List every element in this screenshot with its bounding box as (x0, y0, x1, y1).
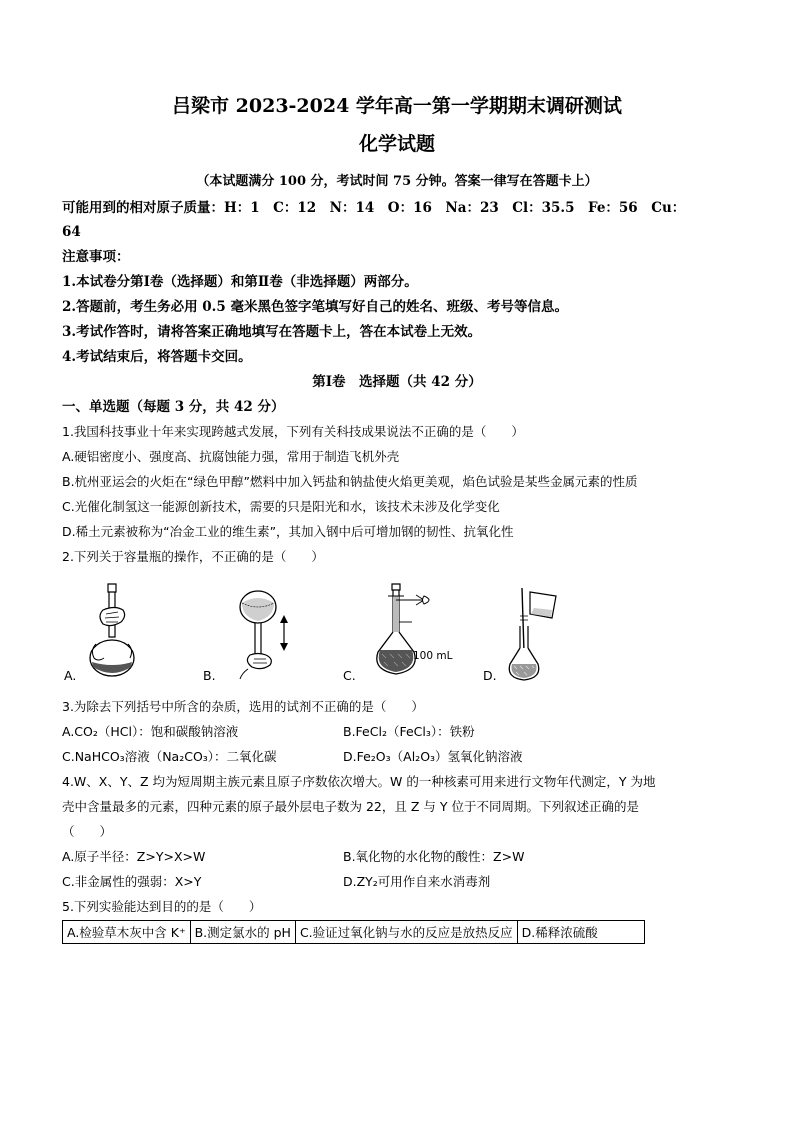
flask-mark-label: 100 mL (413, 650, 453, 662)
part-heading: 一、单选题（每题 3 分，共 42 分） (62, 399, 285, 415)
question-4-option-d: D.ZY₂可用作自来水消毒剂 (343, 874, 491, 889)
question-4-stem-line-3: （ ） (62, 824, 113, 839)
exam-note: （本试题满分 100 分，考试时间 75 分钟。答案一律写在答题卡上） (196, 174, 598, 189)
question-3-option-b: B.FeCl₂（FeCl₃）：铁粉 (343, 724, 475, 739)
question-5-table (62, 920, 645, 944)
question-5-cell-b: B.测定氯水的 pH (190, 921, 295, 944)
question-3-option-d: D.Fe₂O₃（Al₂O₃）氢氧化钠溶液 (343, 749, 523, 764)
notice-item: 4.考试结束后，将答题卡交回。 (62, 349, 252, 365)
question-5-cell-c: C.验证过氧化钠与水的反应是放热反应 (295, 921, 517, 944)
question-4-option-a: A.原子半径：Z>Y>X>W (62, 849, 206, 864)
atomic-mass-line-1: 可能用到的相对原子质量：H：1 C：12 N：14 O：16 Na：23 Cl：35.5 Fe：56 Cu： (62, 200, 686, 216)
figure-a-flask-inverting (78, 582, 148, 682)
figure-c-label: C. (343, 668, 356, 683)
question-1-option-a: A.硬铝密度小、强度高、抗腐蚀能力强，常用于制造飞机外壳 (62, 449, 400, 464)
question-5-cell-a: A.检验草木灰中含 K⁺ (63, 921, 191, 944)
figure-b-label: B. (203, 668, 216, 683)
figure-c-flask-reading (368, 582, 478, 682)
figure-d-flask-pouring (508, 586, 578, 682)
section-heading: 第Ⅰ卷 选择题（共 42 分） (312, 374, 482, 390)
question-2-stem: 2.下列关于容量瓶的操作，不正确的是（ ） (62, 549, 324, 564)
exam-subtitle: 化学试题 (358, 133, 435, 155)
question-4-option-b: B.氧化物的水化物的酸性：Z>W (343, 849, 525, 864)
question-4-option-c: C.非金属性的强弱：X>Y (62, 874, 202, 889)
question-1-option-d: D.稀土元素被称为“冶金工业的维生素”，其加入钢中后可增加钢的韧性、抗氧化性 (62, 524, 514, 539)
notice-item: 2.答题前，考生务必用 0.5 毫米黑色签字笔填写好自己的姓名、班级、考号等信息。 (62, 299, 568, 315)
question-3-option-c: C.NaHCO₃溶液（Na₂CO₃）：二氧化碳 (62, 749, 277, 764)
atomic-mass-line-2: 64 (62, 224, 81, 240)
question-3-option-a: A.CO₂（HCl）：饱和碳酸钠溶液 (62, 724, 239, 739)
question-3-stem: 3.为除去下列括号中所含的杂质，选用的试剂不正确的是（ ） (62, 699, 424, 714)
question-5-stem: 5.下列实验能达到目的的是（ ） (62, 899, 262, 914)
figure-d-label: D. (483, 668, 497, 683)
question-5-cell-d: D.稀释浓硫酸 (517, 921, 644, 944)
question-4-stem-line-2: 壳中含量最多的元素，四种元素的原子最外层电子数为 22，且 Z 与 Y 位于不同周期。下列叙述正确的是 (62, 799, 639, 814)
exam-title: 吕梁市 2023-2024 学年高一第一学期期末调研测试 (172, 95, 622, 117)
table-row (63, 921, 645, 944)
question-1-option-c: C.光催化制氢这一能源创新技术，需要的只是阳光和水，该技术未涉及化学变化 (62, 499, 500, 514)
notice-item: 3.考试作答时，请将答案正确地填写在答题卡上，答在本试卷上无效。 (62, 324, 482, 340)
question-1-option-b: B.杭州亚运会的火炬在“绿色甲醇”燃料中加入钙盐和钠盐使火焰更美观，焰色试验是某些金属元素的性质 (62, 474, 638, 489)
notices-heading: 注意事项： (62, 249, 130, 265)
figure-a-label: A. (64, 668, 77, 683)
figure-b-flask-shaking (228, 585, 298, 680)
question-4-stem-line-1: 4.W、X、Y、Z 均为短周期主族元素且原子序数依次增大。W 的一种核素可用来进行文物年代测定，Y 为地 (62, 774, 656, 789)
notice-item: 1.本试卷分第Ⅰ卷（选择题）和第Ⅱ卷（非选择题）两部分。 (62, 274, 418, 290)
question-1-stem: 1.我国科技事业十年来实现跨越式发展，下列有关科技成果说法不正确的是（ ） (62, 424, 524, 439)
